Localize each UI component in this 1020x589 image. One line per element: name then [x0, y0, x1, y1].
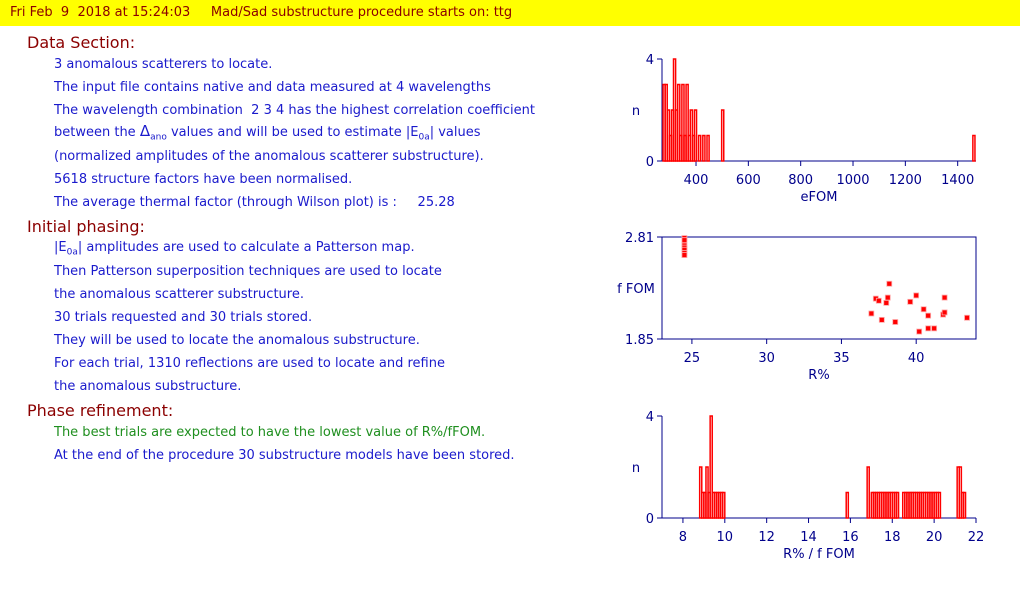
plot-frame [662, 237, 976, 339]
x-axis-label: R% [808, 368, 830, 383]
y-tick-label: 0 [645, 512, 654, 527]
x-axis-label: R% / f FOM [783, 547, 855, 562]
y-tick-label: 2.81 [625, 231, 654, 246]
e-subscript: 0a [418, 132, 430, 143]
line-wavelength-combo: The wavelength combination 2 3 4 has the highest correlation coefficient [54, 103, 535, 118]
delta-symbol: Δ [139, 122, 151, 140]
scatter-point [917, 329, 922, 334]
x-tick-label: 10 [716, 530, 734, 545]
ffom-scatter [600, 226, 1000, 386]
efom-histogram [600, 48, 1000, 208]
line-anomalous-sub: the anomalous substructure. [54, 379, 242, 394]
x-tick-label: 40 [907, 351, 925, 366]
y-tick-label: 1.85 [625, 333, 654, 348]
histogram-bar [707, 136, 709, 162]
histogram-bar [963, 493, 965, 519]
line-trials: 30 trials requested and 30 trials stored. [54, 310, 313, 325]
x-tick-label: 400 [683, 173, 709, 188]
line-reflections: For each trial, 1310 reflections are used to locate and refine [54, 356, 445, 371]
line-scatterers: 3 anomalous scatterers to locate. [54, 57, 273, 72]
line-best-trials: The best trials are expected to have the lowest value of R%/fFOM. [54, 425, 486, 440]
ratio-histogram [600, 405, 1000, 565]
x-tick-label: 14 [800, 530, 817, 545]
x-tick-label: 1200 [888, 173, 922, 188]
e-subscript: 0a [66, 247, 78, 258]
line-normalized: (normalized amplitudes of the anomalous scatterer substructure). [54, 149, 484, 164]
x-tick-label: 800 [788, 173, 814, 188]
scatter-point [879, 317, 884, 322]
histogram-bar [699, 136, 701, 162]
phase-refinement-heading: Phase refinement: [27, 401, 174, 420]
x-tick-label: 16 [842, 530, 859, 545]
y-axis-label: n [631, 461, 641, 476]
histogram-bar [846, 493, 848, 519]
scatter-point [682, 238, 687, 243]
x-tick-label: 8 [678, 530, 688, 545]
line-substructure: the anomalous scatterer substructure. [54, 287, 304, 302]
line-input-file: The input file contains native and data measured at 4 wavelengths [54, 80, 491, 95]
scatter-point [914, 293, 919, 298]
y-tick-label: 4 [645, 410, 654, 425]
x-tick-label: 1000 [836, 173, 870, 188]
scatter-point [908, 299, 913, 304]
histogram-bar [723, 493, 725, 519]
text-fragment: values and will be used to estimate |E [166, 125, 419, 140]
x-tick-label: 30 [758, 351, 775, 366]
scatter-point [887, 281, 892, 286]
line-end-procedure: At the end of the procedure 30 substructure models have been stored. [54, 448, 515, 463]
initial-phasing-heading: Initial phasing: [27, 217, 145, 236]
y-axis-label: f FOM [617, 282, 655, 297]
histogram-bar [703, 136, 705, 162]
line-patterson: Then Patterson superposition techniques are used to locate [54, 264, 442, 279]
header-timestamp: Fri Feb 9 2018 at 15:24:03 [10, 5, 191, 20]
y-tick-label: 4 [645, 53, 654, 68]
delta-subscript: ano [150, 132, 167, 143]
scatter-point [682, 253, 687, 258]
x-tick-label: 35 [833, 351, 850, 366]
histogram-bar [938, 493, 940, 519]
text-fragment: | values [429, 125, 481, 140]
line-between-delta [54, 122, 481, 143]
header-bar [0, 0, 1020, 26]
scatter-point [921, 307, 926, 312]
scatter-point [876, 298, 881, 303]
line-structure-factors: 5618 structure factors have been normalised. [54, 172, 353, 187]
histogram-bar [896, 493, 898, 519]
x-tick-label: 18 [883, 530, 901, 545]
histogram-bar [722, 110, 724, 161]
x-axis-label: eFOM [800, 190, 838, 205]
x-tick-label: 1400 [941, 173, 975, 188]
scatter-point [926, 326, 931, 331]
line-e-amplitudes [54, 240, 415, 258]
histogram-bar [973, 136, 975, 162]
text-fragment: between the [54, 125, 140, 140]
scatter-point [942, 295, 947, 300]
histogram-bar [867, 467, 869, 518]
histogram-bar [694, 110, 696, 161]
x-tick-label: 20 [925, 530, 943, 545]
scatter-point [932, 326, 937, 331]
text-fragment: | amplitudes are used to calculate a Patterson map. [77, 240, 415, 255]
scatter-point [893, 320, 898, 325]
header-message: Mad/Sad substructure procedure starts on: ttg [210, 5, 513, 20]
y-tick-label: 0 [645, 155, 654, 170]
data-section-heading: Data Section: [27, 33, 136, 52]
text-fragment: |E [54, 240, 67, 255]
x-tick-label: 25 [683, 351, 701, 366]
x-tick-label: 22 [967, 530, 985, 545]
x-tick-label: 12 [758, 530, 775, 545]
scatter-point [965, 315, 970, 320]
x-tick-label: 600 [735, 173, 761, 188]
scatter-point [942, 310, 947, 315]
scatter-point [926, 313, 931, 318]
line-thermal-factor: The average thermal factor (through Wilson plot) is : 25.28 [54, 195, 455, 210]
y-axis-label: n [631, 104, 641, 119]
scatter-point [884, 300, 889, 305]
scatter-point [885, 295, 890, 300]
scatter-point [869, 311, 874, 316]
line-locate: They will be used to locate the anomalous substructure. [54, 333, 420, 348]
